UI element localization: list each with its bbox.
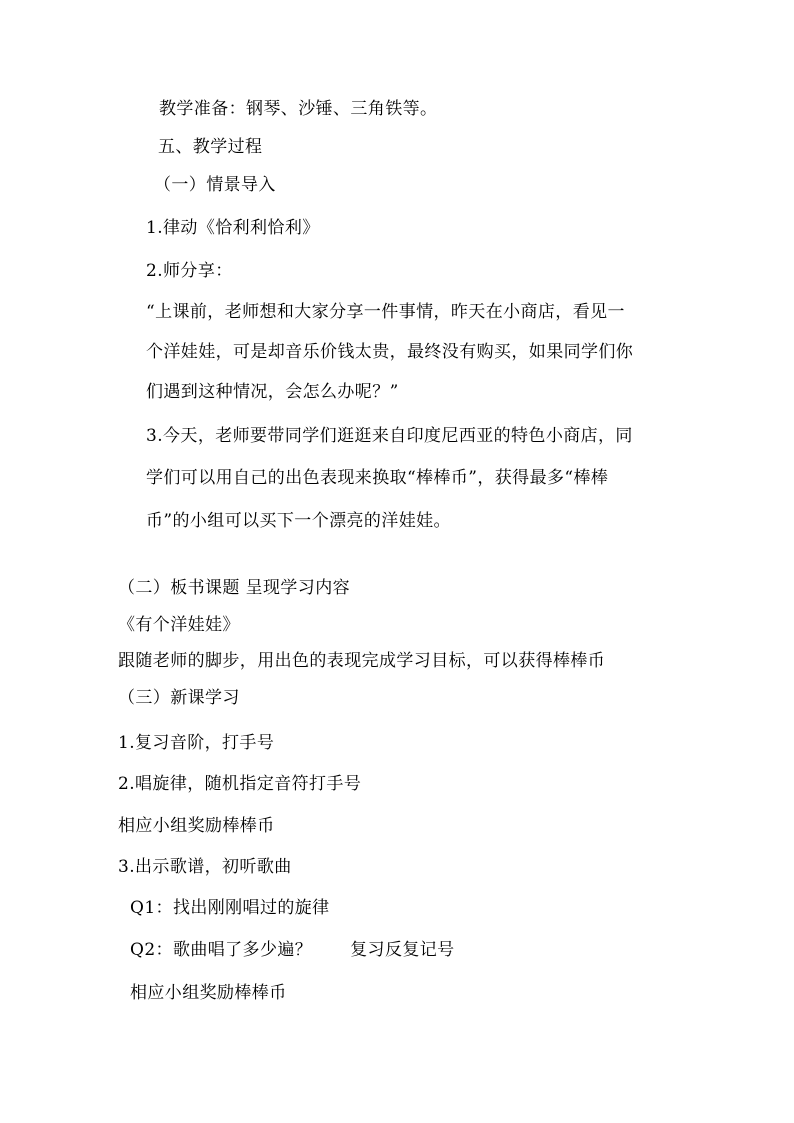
- quote-line-2: 个洋娃娃，可是却音乐价钱太贵，最终没有购买，如果同学们你: [146, 342, 634, 362]
- question-q2-row: [130, 939, 455, 961]
- list-item-shop-line-2: 学们可以用自己的出色表现来换取“棒棒币”，获得最多“棒棒: [146, 468, 609, 488]
- reward-note-2: 相应小组奖励棒棒币: [130, 983, 287, 1003]
- question-q2: Q2：歌曲唱了多少遍？: [130, 940, 313, 960]
- quote-line-1: “上课前，老师想和大家分享一件事情，昨天在小商店，看见一: [146, 302, 625, 322]
- new-lesson-item-1: 1.复习音阶，打手号: [118, 733, 275, 753]
- question-q1: Q1：找出刚刚唱过的旋律: [130, 898, 330, 918]
- song-title: 《有个洋娃娃》: [118, 615, 240, 635]
- new-lesson-item-2: 2.唱旋律，随机指定音符打手号: [118, 774, 362, 794]
- reward-note-1: 相应小组奖励棒棒币: [118, 816, 275, 836]
- list-item-rhythm: 1.律动《恰利利恰利》: [146, 218, 320, 238]
- repeat-sign-note: 复习反复记号: [350, 940, 455, 960]
- subheading-board-title: （二）板书课题 呈现学习内容: [118, 578, 351, 598]
- list-item-shop-line-3: 币”的小组可以买下一个漂亮的洋娃娃。: [146, 511, 451, 531]
- new-lesson-item-3: 3.出示歌谱，初听歌曲: [118, 857, 292, 877]
- section-heading-teaching-process: 五、教学过程: [158, 137, 263, 157]
- teaching-preparation: 教学准备：钢琴、沙锤、三角铁等。: [159, 99, 438, 119]
- quote-line-3: 们遇到这种情况，会怎么办呢？”: [146, 382, 399, 402]
- follow-teacher-text: 跟随老师的脚步，用出色的表现完成学习目标，可以获得棒棒币: [118, 651, 606, 671]
- list-item-shop-line-1: 3.今天，老师要带同学们逛逛来自印度尼西亚的特色小商店，同: [146, 426, 633, 446]
- list-item-teacher-share: 2.师分享：: [146, 261, 233, 281]
- subheading-new-lesson: （三）新课学习: [118, 688, 240, 708]
- subheading-scene-introduction: （一）情景导入: [154, 175, 276, 195]
